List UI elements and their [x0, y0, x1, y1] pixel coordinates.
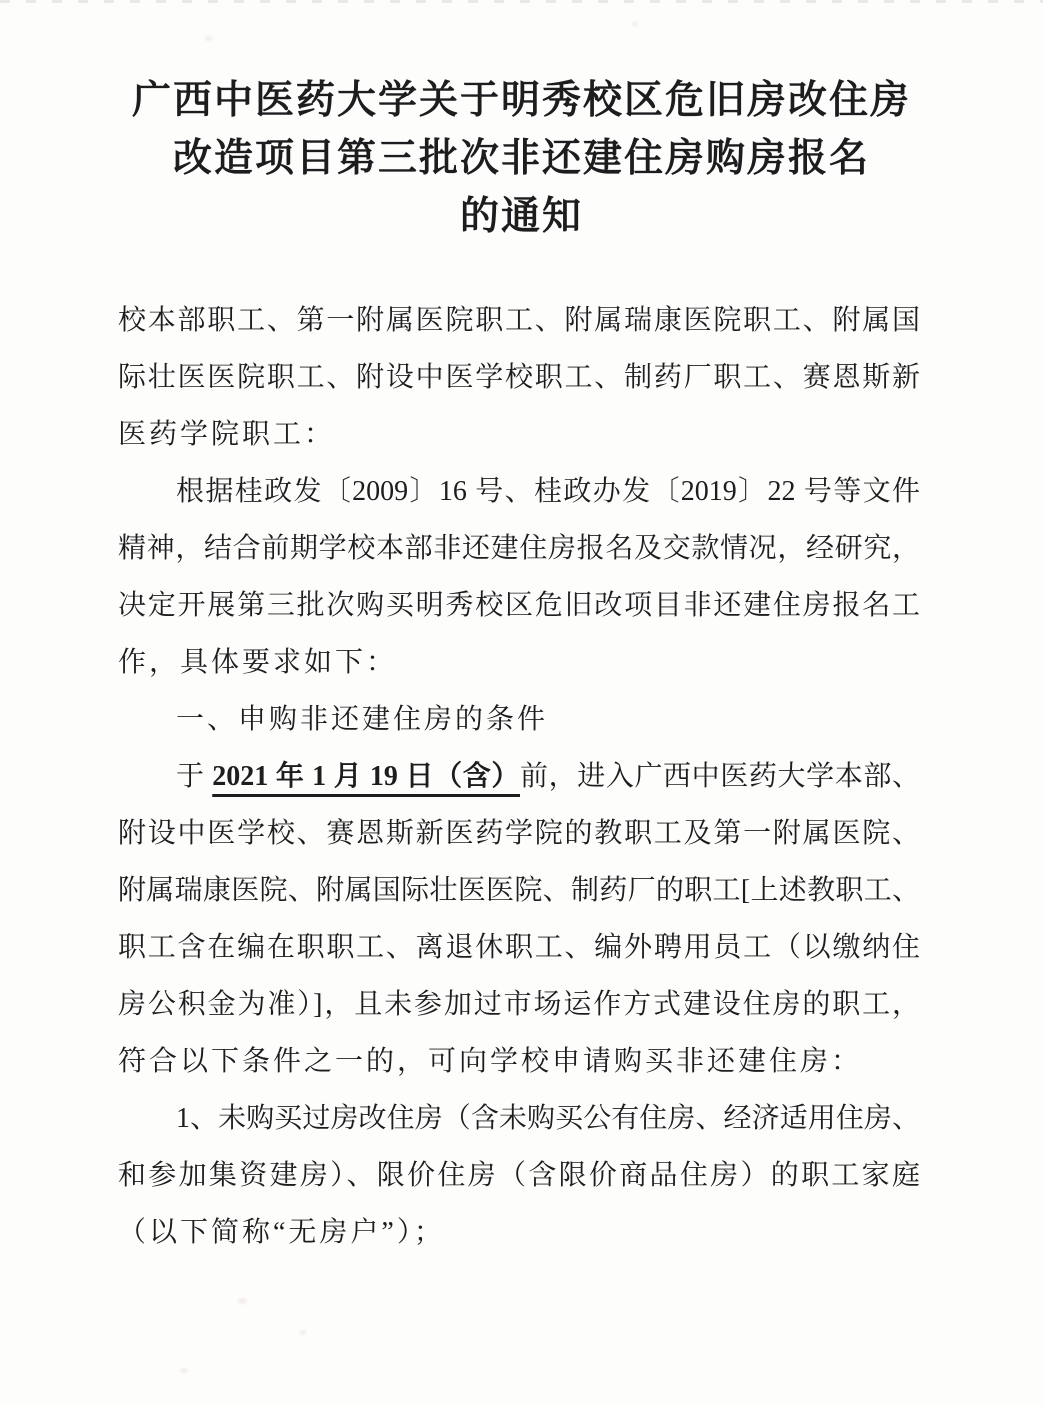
- notice-title-line-2: 改造项目第三批次非还建住房购房报名: [172, 137, 870, 180]
- notice-title-line-1: 广西中医药大学关于明秀校区危旧房改住房: [131, 79, 911, 122]
- eligibility-paragraph-line: 职工含在编在职职工、离退休职工、编外聘用员工（以缴纳住: [118, 932, 920, 963]
- scan-edge-artifact: [0, 0, 1043, 3]
- deadline-suffix: 前，进入广西中医药大学本部、: [519, 761, 920, 792]
- condition-item-1-line: 和参加集资建房）、限价住房（含限价商品住房）的职工家庭: [118, 1160, 920, 1191]
- deadline-prefix: 于: [176, 761, 213, 792]
- deadline-line: [118, 748, 920, 805]
- deadline-highlight: 2021 年 1 月 19 日（含）: [212, 761, 520, 792]
- salutation-line: 校本部职工、第一附属医院职工、附属瑞康医院职工、附属国: [118, 305, 920, 336]
- salutation-line: 际壮医医院职工、附设中医学校职工、制药厂职工、赛恩斯新: [118, 362, 920, 393]
- scan-speck: [632, 22, 638, 26]
- condition-item-1-line: 1、未购买过房改住房（含未购买公有住房、经济适用住房、: [176, 1103, 920, 1134]
- eligibility-paragraph-line: 附属瑞康医院、附属国际壮医医院、制药厂的职工[上述教职工、: [118, 875, 920, 906]
- condition-item-1-line: （以下简称“无房户”）；: [118, 1217, 445, 1248]
- salutation-line: 医药学院职工：: [118, 419, 336, 450]
- scan-speck: [238, 1298, 247, 1304]
- basis-paragraph-line: 根据桂政发〔2009〕16 号、桂政办发〔2019〕22 号等文件: [176, 476, 920, 507]
- eligibility-paragraph-line: 符合以下条件之一的，可向学校申请购买非还建住房：: [118, 1046, 863, 1077]
- eligibility-paragraph-line: 附设中医学校、赛恩斯新医药学院的教职工及第一附属医院、: [118, 818, 920, 849]
- notice-body: [118, 292, 920, 1261]
- section-heading: 一、申购非还建住房的条件: [176, 704, 549, 735]
- scan-speck: [300, 1330, 306, 1335]
- basis-paragraph-line: 作，具体要求如下：: [118, 647, 398, 678]
- eligibility-paragraph-line: 房公积金为准）]，且未参加过市场运作方式建设住房的职工，: [118, 989, 920, 1020]
- notice-title-line-3: 的通知: [459, 195, 583, 238]
- scan-speck: [205, 36, 212, 41]
- notice-title: [0, 0, 1043, 246]
- basis-paragraph-line: 精神，结合前期学校本部非还建住房报名及交款情况，经研究，: [118, 533, 920, 564]
- scan-speck: [180, 1368, 188, 1373]
- basis-paragraph-line: 决定开展第三批次购买明秀校区危旧改项目非还建住房报名工: [118, 590, 920, 621]
